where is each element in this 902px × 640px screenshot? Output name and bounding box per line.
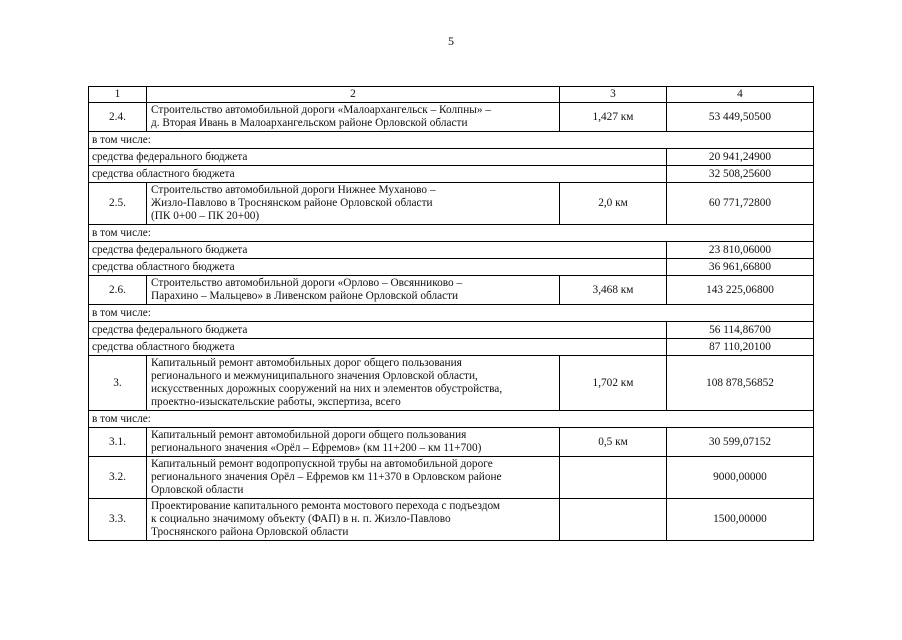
item-number: 3.3. — [89, 499, 147, 541]
table-row-label — [89, 411, 814, 428]
item-number: 3.1. — [89, 428, 147, 457]
item-number: 3. — [89, 356, 147, 411]
funding-source: средства федерального бюджета — [89, 322, 667, 339]
description-line: Жизло-Павлово в Троснянском районе Орловской области — [151, 197, 433, 209]
header-cell-1: 1 — [89, 87, 147, 103]
item-number: 2.6. — [89, 276, 147, 305]
description-line: Проектирование капитального ремонта мостового перехода с подъездом — [151, 500, 501, 512]
budget-table — [88, 86, 814, 541]
table-row-label — [89, 225, 814, 242]
item-amount: 143 225,06800 — [667, 276, 814, 305]
description-line: Строительство автомобильной дороги «Орлово – Овсянниково – — [151, 277, 463, 289]
description-line: искусственных дорожных сооружений на них и элементов обустройства, — [151, 383, 503, 395]
table-header-row — [89, 87, 814, 103]
description-line: д. Вторая Ивань в Малоархангельском районе Орловской области — [151, 117, 468, 129]
source-amount: 32 508,25600 — [667, 166, 814, 183]
description-line: проектно-изыскательские работы, экспертиза, всего — [151, 396, 401, 408]
item-amount: 53 449,50500 — [667, 103, 814, 132]
description-line: к социально значимому объекту (ФАП) в н. п. Жизло-Павлово — [151, 513, 451, 525]
item-amount: 60 771,72800 — [667, 183, 814, 225]
item-description — [147, 499, 560, 541]
item-number: 3.2. — [89, 457, 147, 499]
item-length: 1,702 км — [560, 356, 667, 411]
source-amount: 56 114,86700 — [667, 322, 814, 339]
description-line: регионального значения Орёл – Ефремов км 11+370 в Орловском районе — [151, 471, 502, 483]
funding-source: средства областного бюджета — [89, 166, 667, 183]
table-row-item — [89, 356, 814, 411]
description-line: Орловской области — [151, 484, 244, 496]
table-row-source — [89, 339, 814, 356]
table-row-item — [89, 428, 814, 457]
description-line: Капитальный ремонт автомобильной дороги общего пользования — [151, 429, 467, 441]
including-label: в том числе: — [89, 411, 814, 428]
item-number: 2.4. — [89, 103, 147, 132]
item-length: 2,0 км — [560, 183, 667, 225]
item-description — [147, 183, 560, 225]
item-description — [147, 276, 560, 305]
description-line: Строительство автомобильной дороги «Малоархангельск – Колпны» – — [151, 104, 491, 116]
item-length: 0,5 км — [560, 428, 667, 457]
item-number: 2.5. — [89, 183, 147, 225]
table-row-item — [89, 499, 814, 541]
funding-source: средства федерального бюджета — [89, 242, 667, 259]
description-line: регионального и межмуниципального значения Орловской области, — [151, 370, 478, 382]
description-line: Троснянского района Орловской области — [151, 526, 349, 538]
table-row-item — [89, 457, 814, 499]
including-label: в том числе: — [89, 305, 814, 322]
item-amount: 9000,00000 — [667, 457, 814, 499]
item-description — [147, 356, 560, 411]
source-amount: 20 941,24900 — [667, 149, 814, 166]
item-description — [147, 103, 560, 132]
description-line: Парахино – Мальцево» в Ливенском районе Орловской области — [151, 290, 459, 302]
table-row-item — [89, 103, 814, 132]
item-length — [560, 457, 667, 499]
source-amount: 87 110,20100 — [667, 339, 814, 356]
header-cell-2: 2 — [147, 87, 560, 103]
including-label: в том числе: — [89, 132, 814, 149]
item-amount: 30 599,07152 — [667, 428, 814, 457]
table-row-label — [89, 305, 814, 322]
header-cell-4: 4 — [667, 87, 814, 103]
item-length: 1,427 км — [560, 103, 667, 132]
table-row-item — [89, 276, 814, 305]
table-row-source — [89, 149, 814, 166]
table-row-label — [89, 132, 814, 149]
item-amount: 108 878,56852 — [667, 356, 814, 411]
funding-source: средства областного бюджета — [89, 259, 667, 276]
description-line: Капитальный ремонт водопропускной трубы на автомобильной дороге — [151, 458, 493, 470]
table-row-source — [89, 322, 814, 339]
table-row-source — [89, 242, 814, 259]
description-line: регионального значения «Орёл – Ефремов» (км 11+200 – км 11+700) — [151, 442, 482, 454]
description-line: (ПК 0+00 – ПК 20+00) — [151, 210, 260, 222]
budget-table-body — [89, 87, 814, 541]
source-amount: 36 961,66800 — [667, 259, 814, 276]
item-description — [147, 457, 560, 499]
description-line: Строительство автомобильной дороги Нижнее Муханово – — [151, 184, 436, 196]
description-line: Капитальный ремонт автомобильных дорог общего пользования — [151, 357, 462, 369]
item-length — [560, 499, 667, 541]
table-row-item — [89, 183, 814, 225]
including-label: в том числе: — [89, 225, 814, 242]
item-description — [147, 428, 560, 457]
header-cell-3: 3 — [560, 87, 667, 103]
funding-source: средства областного бюджета — [89, 339, 667, 356]
table-row-source — [89, 166, 814, 183]
item-amount: 1500,00000 — [667, 499, 814, 541]
table-row-source — [89, 259, 814, 276]
item-length: 3,468 км — [560, 276, 667, 305]
page-number: 5 — [448, 34, 454, 48]
funding-source: средства федерального бюджета — [89, 149, 667, 166]
source-amount: 23 810,06000 — [667, 242, 814, 259]
